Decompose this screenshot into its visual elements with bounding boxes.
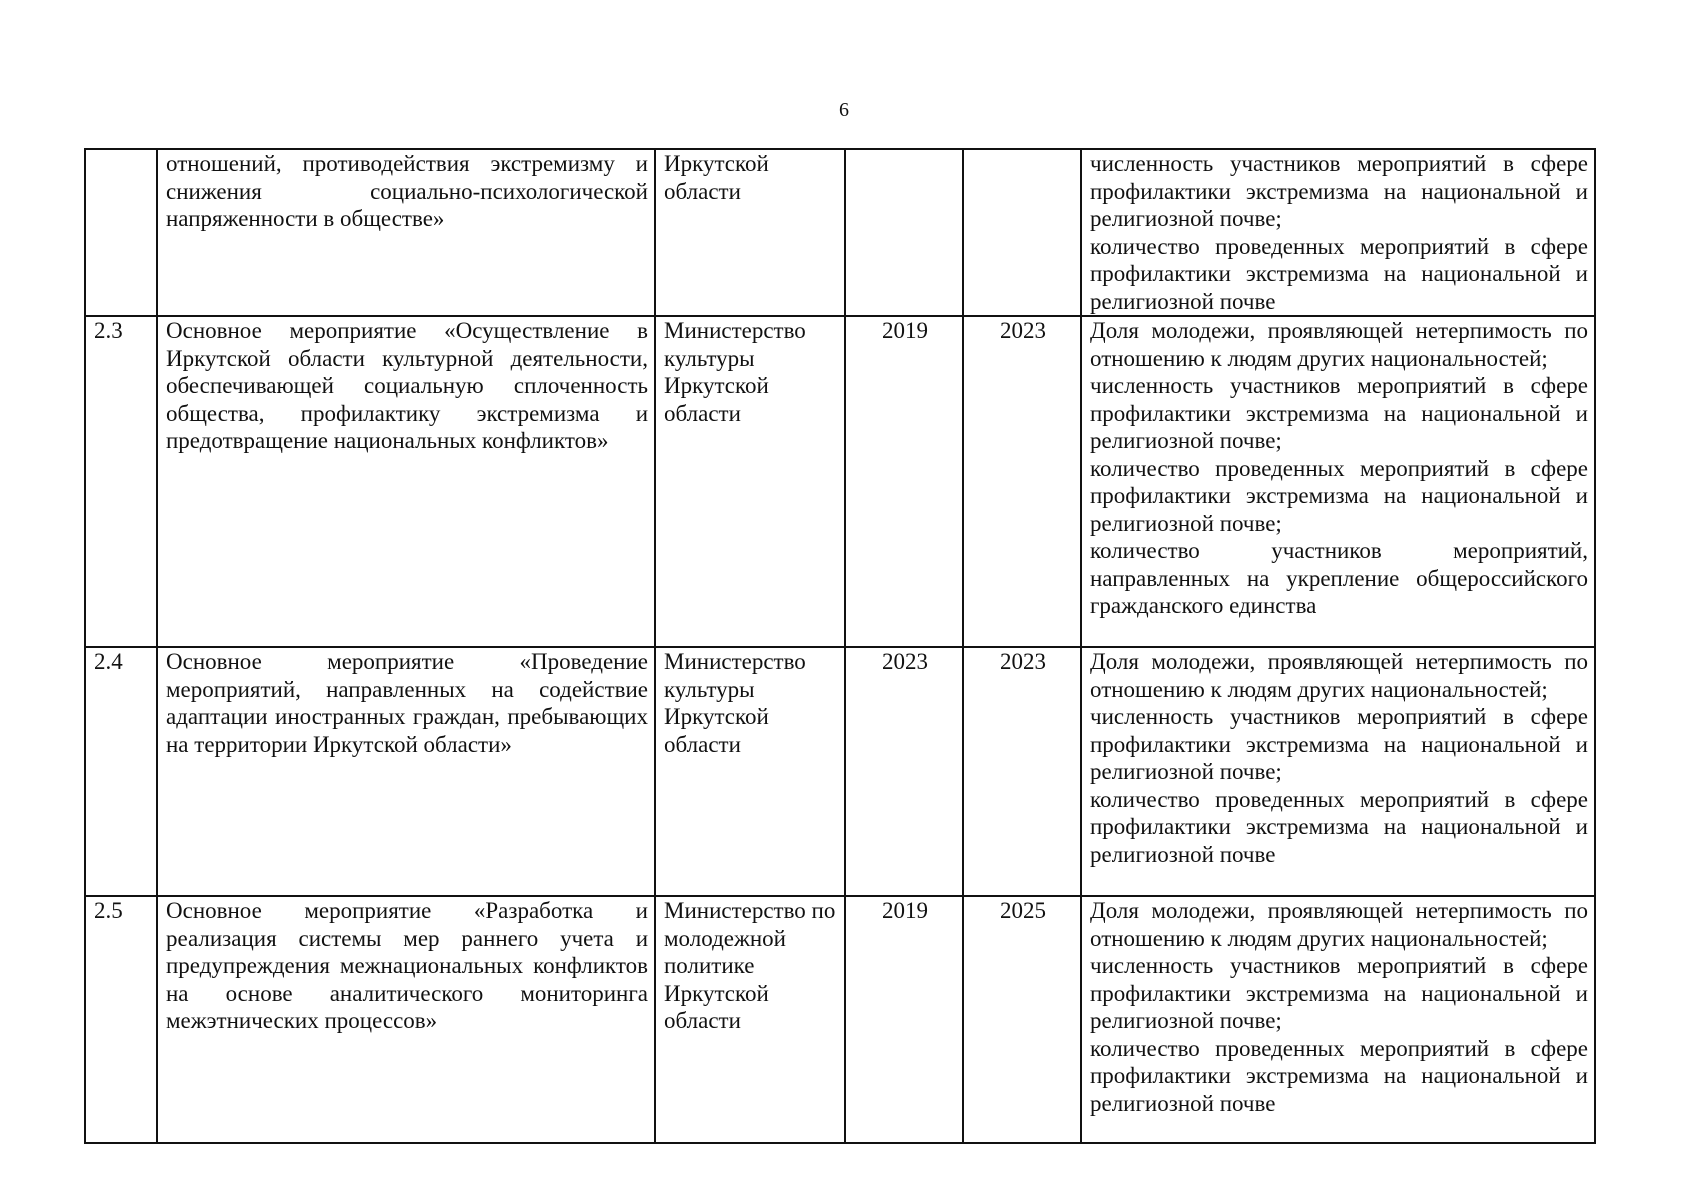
start-year: 2019 (845, 896, 963, 1143)
indicator-line: количество проведенных мероприятий в сфере профилактики экстремизма на национальной и религиозной почве; (1090, 455, 1588, 536)
executor: Министерство культуры Иркутской области (655, 316, 845, 647)
activity-name: отношений, противодействия экстремизму и снижения социально-психологической напряженности в обществе» (157, 149, 655, 316)
indicator-line: количество проведенных мероприятий в сфере профилактики экстремизма на национальной и религиозной почве (1090, 1035, 1588, 1116)
start-year (845, 149, 963, 316)
row-number: 2.3 (85, 316, 157, 647)
end-year (963, 149, 1081, 316)
indicator-line: количество участников мероприятий, направленных на укрепление общероссийского гражданского единства (1090, 538, 1588, 618)
activity-name: Основное мероприятие «Осуществление в Иркутской области культурной деятельности, обеспечивающей социальную сплоченность общества, профилактику экстремизма и предотвращение национальных конфликтов» (157, 316, 655, 647)
row-number: 2.5 (85, 896, 157, 1143)
executor: Министерство культуры Иркутской области (655, 647, 845, 896)
activity-name: Основное мероприятие «Проведение мероприятий, направленных на содействие адаптации иностранных граждан, пребывающих на территории Иркутской области» (157, 647, 655, 896)
end-year: 2025 (963, 896, 1081, 1143)
end-year: 2023 (963, 647, 1081, 896)
indicator-line: численность участников мероприятий в сфере профилактики экстремизма на национальной и религиозной почве; (1090, 953, 1588, 1033)
executor: Министерство по молодежной политике Иркутской области (655, 896, 845, 1143)
indicator-line: Доля молодежи, проявляющей нетерпимость по отношению к людям других национальностей; (1090, 898, 1588, 951)
indicator-line: численность участников мероприятий в сфере профилактики экстремизма на национальной и религиозной почве; (1090, 704, 1588, 784)
indicators (1081, 896, 1595, 1143)
start-year: 2023 (845, 647, 963, 896)
executor: Иркутской области (655, 149, 845, 316)
indicator-line: Доля молодежи, проявляющей нетерпимость по отношению к людям других национальностей; (1090, 649, 1588, 702)
start-year: 2019 (845, 316, 963, 647)
indicators (1081, 316, 1595, 647)
page-number: 6 (839, 99, 849, 121)
indicators (1081, 149, 1595, 316)
end-year: 2023 (963, 316, 1081, 647)
indicator-line: Доля молодежи, проявляющей нетерпимость по отношению к людям других национальностей; (1090, 318, 1588, 371)
activity-name: Основное мероприятие «Разработка и реализация системы мер раннего учета и предупреждения межнациональных конфликтов на основе аналитического мониторинга межэтнических процессов» (157, 896, 655, 1143)
activities-table (84, 148, 1596, 1144)
row-number (85, 149, 157, 316)
table-row (85, 896, 1595, 1143)
table-row (85, 647, 1595, 896)
indicator-line: количество проведенных мероприятий в сфере профилактики экстремизма на национальной и религиозной почве (1090, 786, 1588, 867)
row-number: 2.4 (85, 647, 157, 896)
indicator-line: численность участников мероприятий в сфере профилактики экстремизма на национальной и религиозной почве; (1090, 151, 1588, 231)
indicator-line: численность участников мероприятий в сфере профилактики экстремизма на национальной и религиозной почве; (1090, 373, 1588, 453)
indicators (1081, 647, 1595, 896)
table-row (85, 316, 1595, 647)
indicator-line: количество проведенных мероприятий в сфере профилактики экстремизма на национальной и религиозной почве (1090, 233, 1588, 314)
table-row (85, 149, 1595, 316)
